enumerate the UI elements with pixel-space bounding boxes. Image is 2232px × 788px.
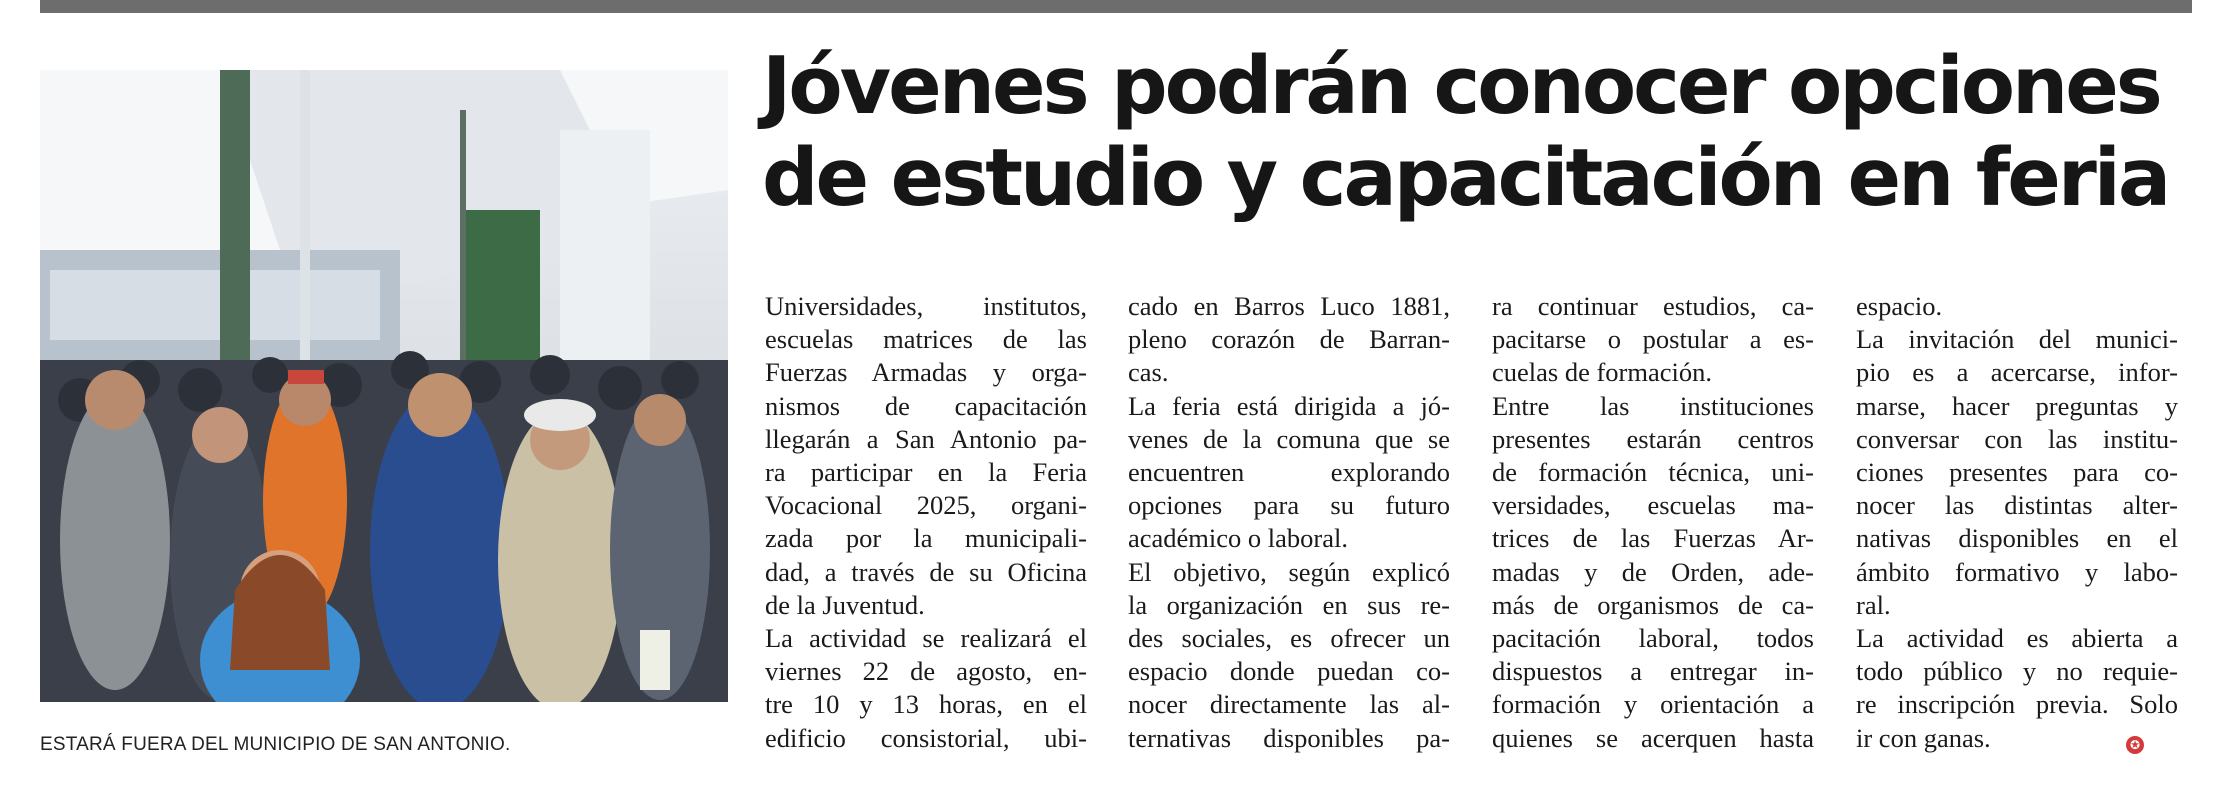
- body-text-line: nocer las distintas alter-: [1856, 490, 2178, 521]
- body-text-line: pacitarse o postular a es-: [1492, 324, 1814, 355]
- body-text-line: ámbito formativo y labo-: [1856, 556, 2178, 587]
- body-text-line: académico o laboral.: [1128, 523, 1348, 554]
- body-text-line: espacio.: [1856, 291, 1943, 321]
- body-text-line: conversar con las institu-: [1856, 423, 2178, 454]
- body-text-line: cas.: [1128, 357, 1169, 388]
- body-text-line: ra participar en la Feria: [765, 457, 1087, 488]
- body-text-line: trices de las Fuerzas Ar-: [1492, 523, 1814, 554]
- body-text-line: Entre las instituciones: [1492, 390, 1814, 421]
- body-text-line: tre 10 y 13 horas, en el: [765, 689, 1087, 720]
- body-column-1: [765, 290, 1087, 755]
- body-text-line: cuelas de formación.: [1492, 357, 1712, 388]
- body-text-line: La feria está dirigida a jó-: [1128, 390, 1450, 421]
- top-rule: [40, 0, 2192, 13]
- body-text-line: ra continuar estudios, ca-: [1492, 291, 1814, 321]
- body-text-line: espacio donde puedan co-: [1128, 656, 1450, 687]
- body-text-line: venes de la comuna que se: [1128, 423, 1450, 454]
- body-text-line: nismos de capacitación: [765, 390, 1087, 421]
- body-text-line: Universidades, institutos,: [765, 291, 1087, 321]
- body-text-line: La invitación del munici-: [1856, 324, 2178, 355]
- body-text-line: de formación técnica, uni-: [1492, 457, 1814, 488]
- crowd-photo-illustration: [40, 70, 728, 702]
- body-text-line: versidades, escuelas ma-: [1492, 490, 1814, 521]
- body-text-line: llegarán a San Antonio pa-: [765, 423, 1087, 454]
- body-text-line: zada por la municipali-: [765, 523, 1087, 554]
- body-text-line: nocer directamente las al-: [1128, 689, 1450, 720]
- body-text-line: La actividad se realizará el: [765, 623, 1087, 654]
- body-text-line: todo público y no requie-: [1856, 656, 2178, 687]
- end-of-article-icon: ✪: [2126, 736, 2144, 754]
- body-text-line: marse, hacer preguntas y: [1856, 390, 2178, 421]
- body-column-3: [1492, 290, 1814, 755]
- body-text-line: Fuerzas Armadas y orga-: [765, 357, 1087, 388]
- body-text-line: Vocacional 2025, organi-: [765, 490, 1087, 521]
- body-text-line: ternativas disponibles pa-: [1128, 722, 1450, 753]
- body-text-line: madas y de Orden, ade-: [1492, 556, 1814, 587]
- body-text-line: de la Juventud.: [765, 589, 925, 620]
- body-text-line: viernes 22 de agosto, en-: [765, 656, 1087, 687]
- body-column-2: [1128, 290, 1450, 755]
- body-text-line: pleno corazón de Barran-: [1128, 324, 1450, 355]
- body-text-line: cado en Barros Luco 1881,: [1128, 291, 1450, 321]
- body-text-line: nativas disponibles en el: [1856, 523, 2178, 554]
- body-text-line: pacitación laboral, todos: [1492, 623, 1814, 654]
- body-text-line: re inscripción previa. Solo: [1856, 689, 2178, 720]
- body-text-line: edificio consistorial, ubi-: [765, 722, 1087, 753]
- photo-caption: ESTARÁ FUERA DEL MUNICIPIO DE SAN ANTONIO.: [40, 734, 511, 755]
- body-text-line: ral.: [1856, 589, 1891, 620]
- body-text-line: escuelas matrices de las: [765, 324, 1087, 355]
- body-text-line: ir con ganas.: [1856, 722, 1991, 753]
- article-headline: [762, 40, 2202, 224]
- body-text-line: formación y orientación a: [1492, 689, 1814, 720]
- headline-line: de estudio y capacitación en feria: [762, 132, 2169, 224]
- body-text-line: dad, a través de su Oficina: [765, 556, 1087, 587]
- headline-line: Jóvenes podrán conocer opciones: [762, 40, 2160, 132]
- body-text-line: pio es a acercarse, infor-: [1856, 357, 2178, 388]
- body-text-line: El objetivo, según explicó: [1128, 556, 1450, 587]
- body-column-4: [1856, 290, 2178, 755]
- body-text-line: opciones para su futuro: [1128, 490, 1450, 521]
- article-photo: [40, 70, 728, 702]
- body-text-line: encuentren explorando: [1128, 457, 1450, 488]
- body-text-line: La actividad es abierta a: [1856, 623, 2178, 654]
- body-text-line: dispuestos a entregar in-: [1492, 656, 1814, 687]
- body-text-line: la organización en sus re-: [1128, 589, 1450, 620]
- body-text-line: quienes se acerquen hasta: [1492, 722, 1814, 753]
- body-text-line: ciones presentes para co-: [1856, 457, 2178, 488]
- body-text-line: más de organismos de ca-: [1492, 589, 1814, 620]
- body-text-line: presentes estarán centros: [1492, 423, 1814, 454]
- body-text-line: des sociales, es ofrecer un: [1128, 623, 1450, 654]
